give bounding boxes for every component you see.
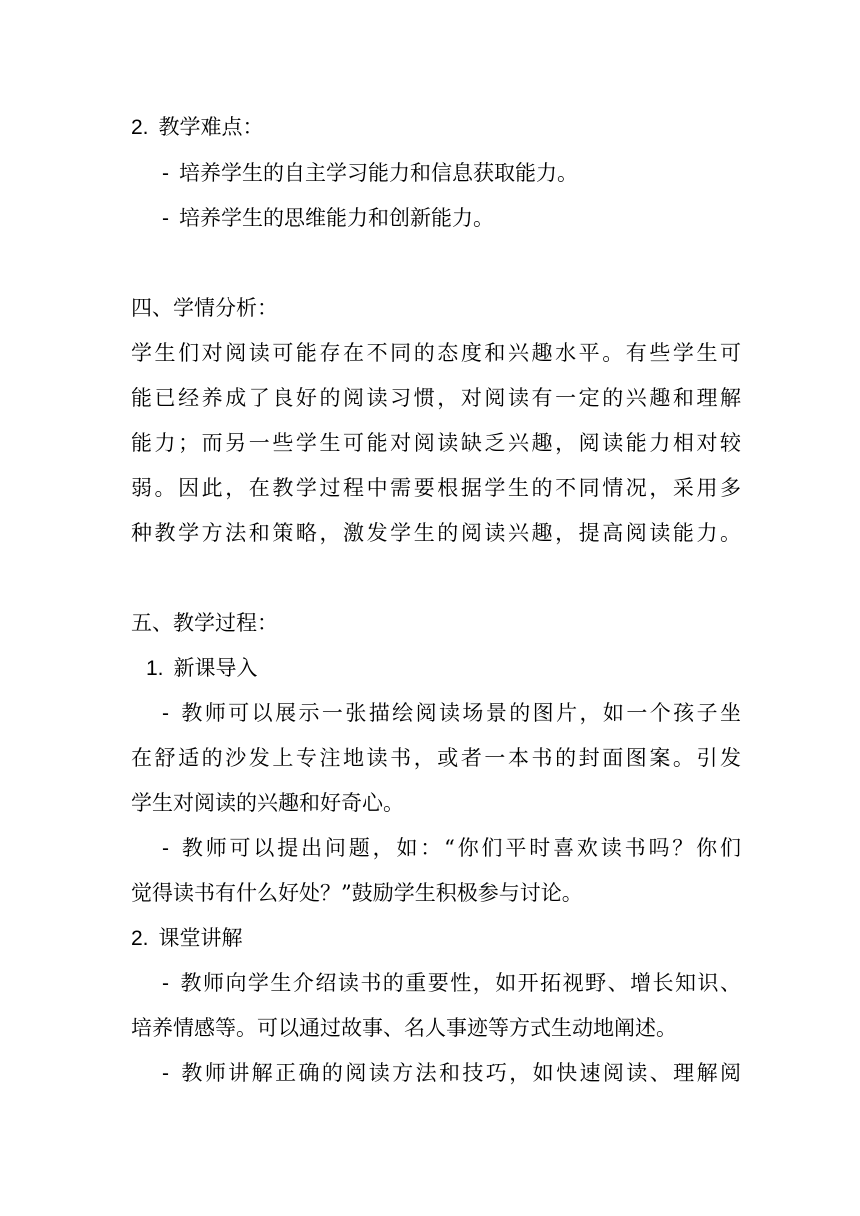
step2-heading — [131, 923, 741, 953]
bullet-dash: - — [162, 162, 169, 185]
bullet-dash: - — [162, 702, 169, 725]
step1-para1-text: 教师可以展示一张描绘阅读场景的图片，如一个孩子坐 — [179, 701, 741, 725]
difficulties-number: 2. — [131, 116, 149, 139]
step1-title: 新课导入 — [173, 656, 258, 680]
difficulties-heading-text: 教学难点： — [158, 115, 264, 139]
step2-para2-line — [162, 1058, 741, 1088]
analysis-line: 种教学方法和策略，激发学生的阅读兴趣，提高阅读能力。 — [131, 521, 741, 545]
difficulty-item — [162, 158, 772, 188]
step1-para1-line — [162, 698, 741, 728]
analysis-line: 弱。因此，在教学过程中需要根据学生的不同情况，采用多 — [131, 476, 741, 500]
bullet-dash: - — [162, 972, 169, 995]
step1-para1-line: 在舒适的沙发上专注地读书，或者一本书的封面图案。引发 — [131, 746, 741, 770]
bullet-dash: - — [162, 1062, 169, 1085]
difficulty-item-text: 培养学生的自主学习能力和信息获取能力。 — [179, 161, 578, 185]
analysis-line: 学生们对阅读可能存在不同的态度和兴趣水平。有些学生可 — [131, 341, 741, 365]
step2-para1-text: 教师向学生介绍读书的重要性，如开拓视野、增长知识、 — [179, 971, 741, 995]
step1-para2-line: 觉得读书有什么好处？”鼓励学生积极参与讨论。 — [131, 881, 583, 905]
step2-para1-line: 培养情感等。可以通过故事、名人事迹等方式生动地阐述。 — [131, 1016, 677, 1040]
difficulties-heading — [131, 112, 741, 142]
step1-heading — [146, 653, 756, 683]
bullet-dash: - — [162, 837, 169, 860]
step1-number: 1. — [146, 657, 164, 680]
difficulty-item — [162, 203, 772, 233]
step2-number: 2. — [131, 927, 149, 950]
analysis-line: 能力；而另一些学生可能对阅读缺乏兴趣，阅读能力相对较 — [131, 431, 741, 455]
step2-para2-text: 教师讲解正确的阅读方法和技巧，如快速阅读、理解阅 — [179, 1061, 741, 1085]
step2-para1-line — [162, 968, 741, 998]
difficulty-item-text: 培养学生的思维能力和创新能力。 — [179, 206, 494, 230]
step1-para2-text: 教师可以提出问题，如：“你们平时喜欢读书吗？你们 — [179, 836, 741, 860]
step2-title: 课堂讲解 — [158, 926, 243, 950]
analysis-heading: 四、学情分析： — [131, 296, 278, 320]
step1-para2-line — [162, 833, 741, 863]
analysis-line: 能已经养成了良好的阅读习惯，对阅读有一定的兴趣和理解 — [131, 386, 741, 410]
step1-para1-line: 学生对阅读的兴趣和好奇心。 — [131, 791, 404, 815]
process-heading: 五、教学过程： — [131, 611, 278, 635]
bullet-dash: - — [162, 207, 169, 230]
